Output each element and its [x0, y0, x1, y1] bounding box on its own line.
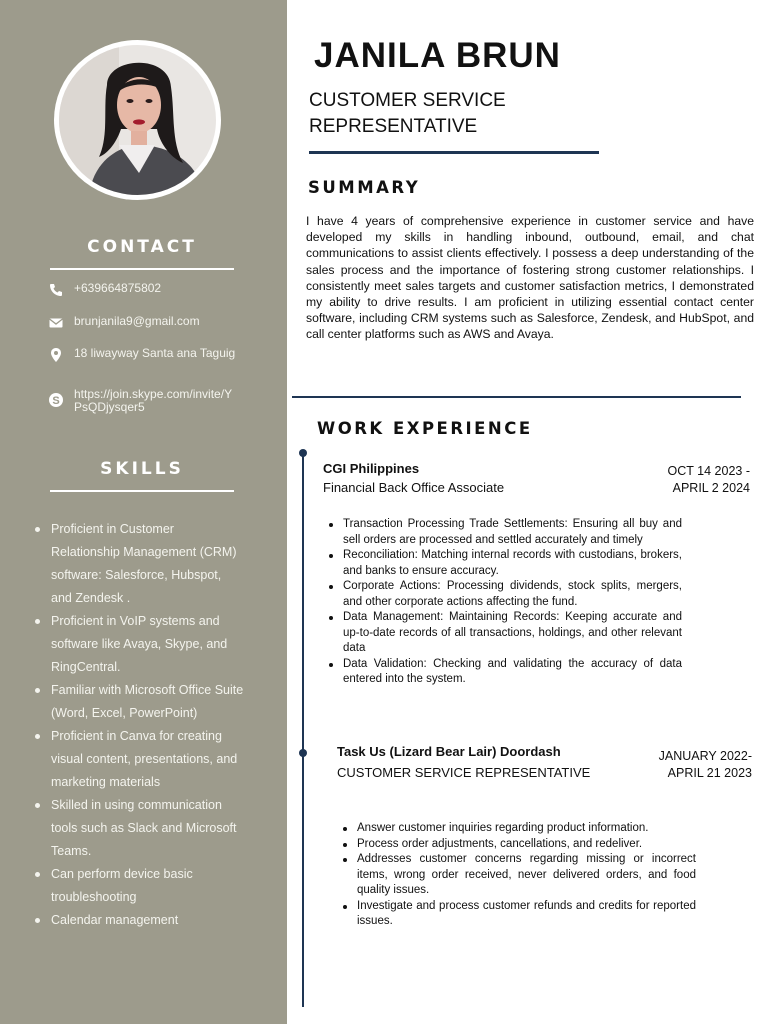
job-position: Financial Back Office Associate [323, 480, 505, 495]
skill-item: Calendar management [33, 909, 245, 932]
skill-item: Proficient in VoIP systems and software like Avaya, Skype, and RingCentral. [33, 610, 245, 679]
contact-email [48, 315, 238, 345]
job-responsibilities [337, 821, 696, 930]
skype-link[interactable]: https://join.skype.com/invite/YPsQDjysqer5 [74, 387, 233, 414]
job-date-start: OCT 14 2023 - [667, 464, 750, 478]
contact-heading: CONTACT [87, 237, 197, 257]
responsibility-item: Process order adjustments, cancellations, and redeliver. [337, 837, 696, 853]
job-date-end: APRIL 21 2023 [667, 766, 752, 780]
company-name: CGI Philippines [323, 461, 420, 476]
skype-icon [48, 392, 64, 408]
email-address[interactable]: brunjanila9@gmail.com [74, 314, 200, 328]
timeline-dot [299, 449, 307, 457]
job-responsibilities [323, 517, 682, 688]
responsibility-item: Reconciliation: Matching internal records with custodians, brokers, and banks to ensure accuracy. [323, 548, 682, 579]
skills-divider [50, 490, 234, 492]
phone-number[interactable]: +639664875802 [74, 281, 162, 295]
svg-text:S: S [52, 395, 60, 407]
job-date-start: JANUARY 2022- [658, 749, 752, 763]
title-underline [309, 151, 599, 154]
job-position: CUSTOMER SERVICE REPRESENTATIVE [337, 765, 591, 780]
skill-item: Can perform device basic troubleshooting [33, 863, 245, 909]
profile-photo-frame [54, 40, 221, 200]
mail-icon [48, 315, 64, 331]
skills-list [33, 518, 245, 932]
profile-photo [59, 45, 216, 195]
responsibility-item: Answer customer inquiries regarding product information. [337, 821, 696, 837]
candidate-name: JANILA BRUN [314, 36, 561, 75]
responsibility-item: Investigate and process customer refunds and credits for reported issues. [337, 899, 696, 930]
contact-skype [48, 388, 238, 418]
candidate-title: CUSTOMER SERVICE REPRESENTATIVE [309, 90, 506, 137]
company-name: Task Us (Lizard Bear Lair) Doordash [337, 744, 561, 759]
phone-icon [48, 282, 64, 298]
responsibility-item: Data Management: Maintaining Records: Keeping accurate and up-to-date records of all transactions, holdings, and other relevant data [323, 610, 682, 657]
job-dates [600, 463, 750, 497]
skill-item: Skilled in using communication tools such as Slack and Microsoft Teams. [33, 794, 245, 863]
contact-address [48, 347, 238, 377]
responsibility-item: Transaction Processing Trade Settlements: Ensuring all buy and sell orders are processed and settled accurately and timely [323, 517, 682, 548]
summary-text: I have 4 years of comprehensive experience in customer service and have developed my skills in handling inbound, outbound, email, and chat communications to assist clients effectively. I possess a deep understanding of the sales process and the importance of fostering strong customer relationships. I consistently meet sales targets and customer satisfaction metrics, I demonstrated my ability to drive results. I am proficient in utilizing essential contact center software, including CRM systems such as Salesforce, Zendesk, and HubSpot, and call center platforms such as AWS and Avaya. [306, 214, 754, 342]
job-date-end: APRIL 2 2024 [672, 481, 750, 495]
timeline-dot [299, 749, 307, 757]
responsibility-item: Data Validation: Checking and validating the accuracy of data entered into the system. [323, 657, 682, 688]
job-dates [602, 748, 752, 782]
skills-heading: SKILLS [100, 459, 184, 479]
contact-phone [48, 282, 238, 312]
summary-heading: SUMMARY [308, 178, 421, 197]
skill-item: Proficient in Customer Relationship Management (CRM) software: Salesforce, Hubspot, and Zendesk . [33, 518, 245, 610]
responsibility-item: Addresses customer concerns regarding missing or incorrect items, wrong order received, never delivered orders, and food quality issues. [337, 852, 696, 899]
skill-item: Proficient in Canva for creating visual content, presentations, and marketing materials [33, 725, 245, 794]
home-address: 18 liwayway Santa ana Taguig [74, 346, 236, 360]
responsibility-item: Corporate Actions: Processing dividends, stock splits, mergers, and other corporate actions affecting the fund. [323, 579, 682, 610]
section-divider [292, 396, 741, 398]
location-pin-icon [48, 347, 64, 363]
skill-item: Familiar with Microsoft Office Suite (Word, Excel, PowerPoint) [33, 679, 245, 725]
experience-timeline [302, 452, 304, 1007]
contact-divider [50, 268, 234, 270]
sidebar [0, 0, 287, 1024]
work-experience-heading: WORK EXPERIENCE [317, 419, 533, 438]
